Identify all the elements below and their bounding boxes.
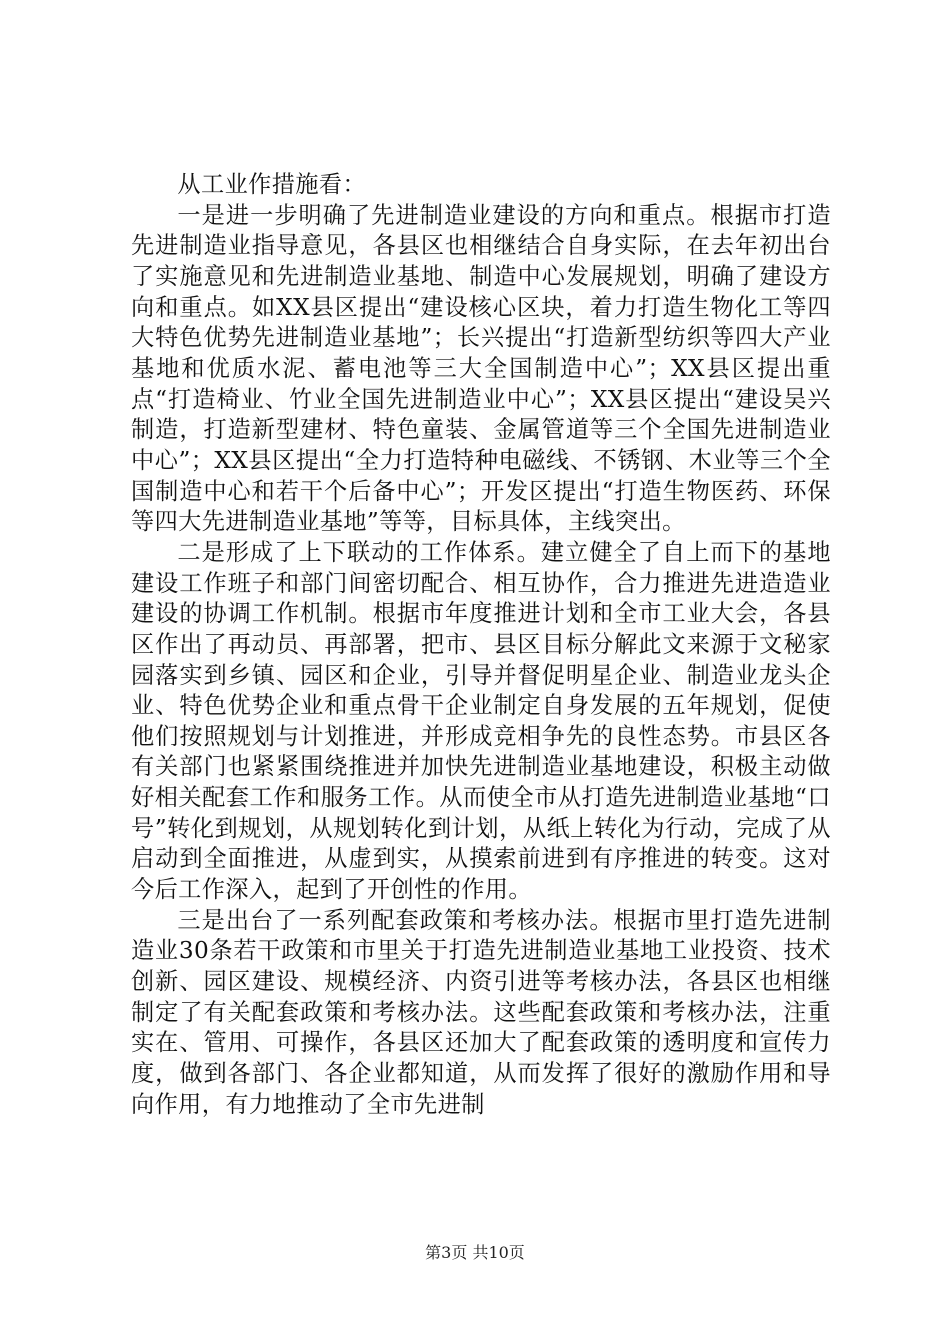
document-body xyxy=(131,170,831,1120)
paragraph-one: 一是进一步明确了先进制造业建设的方向和重点。根据市打造先进制造业指导意见，各县区也相继结合自身实际，在去年初出台了实施意见和先进制造业基地、制造中心发展规划，明确了建设方向和重点。如XX县区提出“建设核心区块，着力打造生物化工等四大特色优势先进制造业基地”；长兴提出“打造新型纺织等四大产业基地和优质水泥、蓄电池等三大全国制造中心”；XX县区提出重点“打造椅业、竹业全国先进制造业中心”；XX县区提出“建设吴兴制造，打造新型建材、特色童装、金属管道等三个全国先进制造业中心”；XX县区提出“全力打造特种电磁线、不锈钢、木业等三个全国制造中心和若干个后备中心”；开发区提出“打造生物医药、环保等四大先进制造业基地”等等，目标具体，主线突出。 xyxy=(131,201,831,536)
paragraph-three: 三是出台了一系列配套政策和考核办法。根据市里打造先进制造业30条若干政策和市里关于打造先进制造业基地工业投资、技术创新、园区建设、规模经济、内资引进等考核办法，各县区也相继制定了有关配套政策和考核办法。这些配套政策和考核办法，注重实在、管用、可操作，各县区还加大了配套政策的透明度和宣传力度，做到各部门、各企业都知道，从而发挥了很好的激励作用和导向作用，有力地推动了全市先进制 xyxy=(131,906,831,1118)
paragraph-two: 二是形成了上下联动的工作体系。建立健全了自上而下的基地建设工作班子和部门间密切配合、相互协作，合力推进先进造造业建设的协调工作机制。根据市年度推进计划和全市工业大会，各县区作出了再动员、再部署，把市、县区目标分解此文来源于文秘家园落实到乡镇、园区和企业，引导并督促明星企业、制造业龙头企业、特色优势企业和重点骨干企业制定自身发展的五年规划，促使他们按照规划与计划推进，并形成竞相争先的良性态势。市县区各有关部门也紧紧围绕推进并加快先进制造业基地建设，积极主动做好相关配套工作和服务工作。从而使全市从打造先进制造业基地“口号”转化到规划，从规划转化到计划，从纸上转化为行动，完成了从启动到全面推进，从虚到实，从摸索前进到有序推进的转变。这对今后工作深入，起到了开创性的作用。 xyxy=(131,538,831,904)
paragraph-intro: 从工业作措施看： xyxy=(177,171,367,198)
page-number-footer: 第3页 共10页 xyxy=(425,1243,525,1262)
